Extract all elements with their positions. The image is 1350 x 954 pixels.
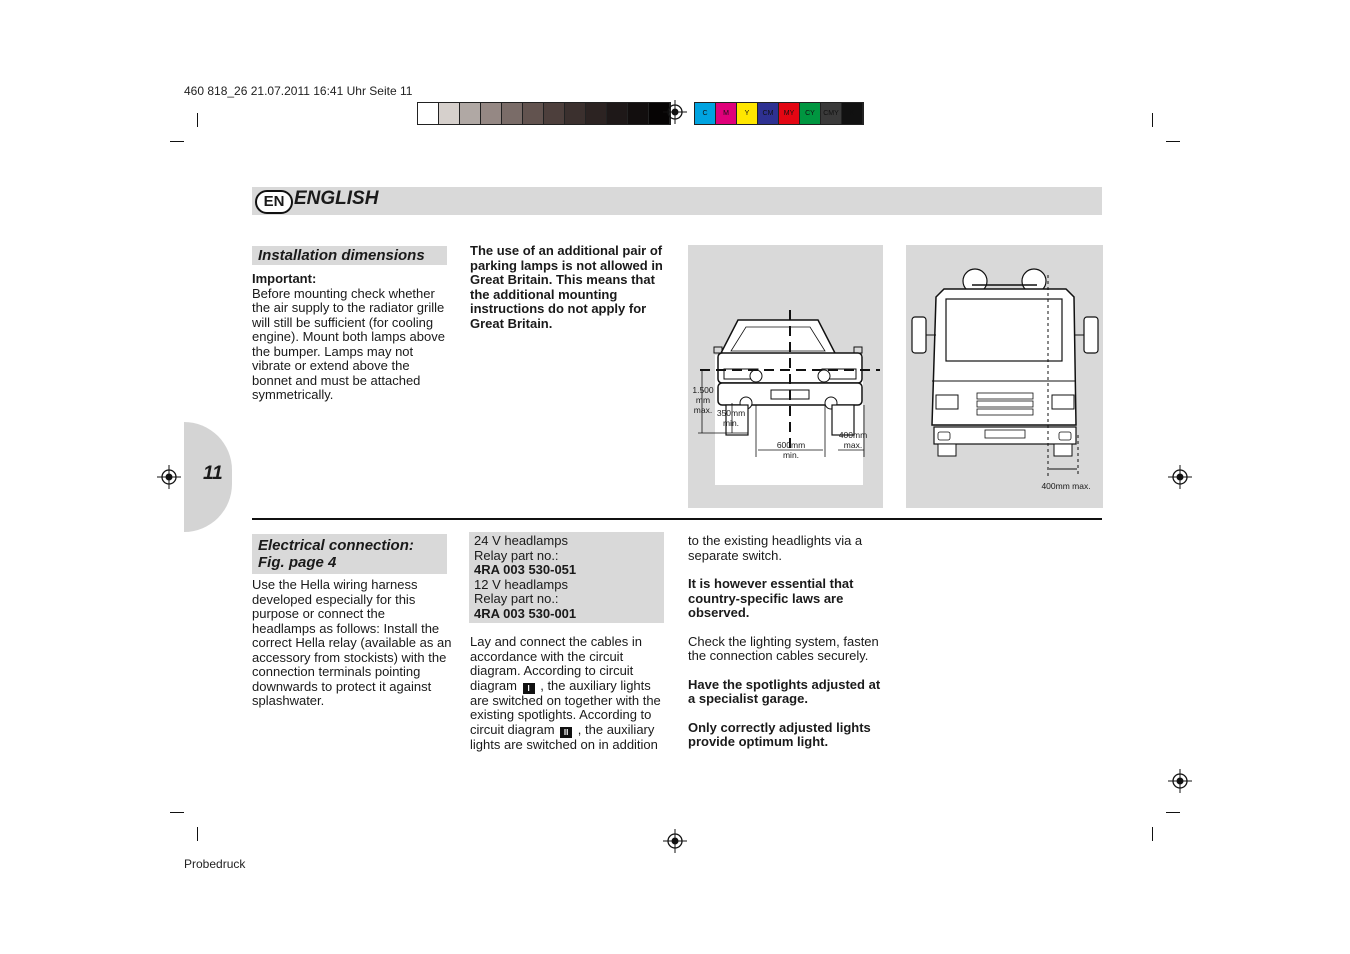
crop-mark [197,113,198,127]
cmyk-patch: CY [800,103,821,124]
gray-swatch [544,103,565,124]
cmyk-patch: MY [779,103,800,124]
crop-mark [1152,113,1153,127]
electrical-heading-line2: Fig. page 4 [258,554,337,571]
car-drawing [688,245,883,508]
laws-notice: It is however essential that country-specific laws are observed. [688,576,854,620]
page-number: 11 [203,463,223,484]
gray-swatch [607,103,628,124]
electrical-body: Use the Hella wiring harness developed especially for this purpose or connect the headlamps as follows: Install the correct Hella relay (available as an accessory from stockists) with the connection terminals pointing downwards to protect it against splashwater. [252,577,452,708]
truck-edge-max-label: 400mm max. [1041,481,1091,491]
registration-mark-icon [1168,465,1192,489]
cmyk-color-bar [694,102,864,125]
registration-mark-icon [157,465,181,489]
switch-text: to the existing headlights via a separate switch. [688,533,863,563]
relay-part-label: Relay part no.: [474,591,559,606]
gray-swatch [481,103,502,124]
check-text: Check the lighting system, fasten the connection cables securely. [688,633,879,663]
relay-24v-part: 4RA 003 530-051 [474,562,577,577]
gray-swatch [460,103,481,124]
electrical-right-column [688,534,888,750]
section-divider [252,518,1102,520]
height-min-label: 350mm min. [716,408,746,428]
cable-text-2: , the auxiliary lights are switched on together with the existing spotlights. According to circuit diagram [470,677,661,737]
relay-info-box [469,532,664,623]
gray-scale-bar [417,102,671,125]
gray-swatch [565,103,586,124]
cmyk-patch: K [842,103,863,124]
relay-12v-part: 4RA 003 530-001 [474,605,577,621]
crop-mark [197,827,198,841]
edge-max-label: 400mm max. [838,430,868,450]
cmyk-patch: M [716,103,737,124]
circuit-diagram-ii-icon: II [560,727,572,738]
gray-swatch [439,103,460,124]
installation-heading: Installation dimensions [252,246,447,265]
height-max-label: 1.500 mm max. [692,385,714,415]
cmyk-patch: C [695,103,716,124]
installation-text [252,272,452,403]
cmyk-patch: Y [737,103,758,124]
gray-swatch [502,103,523,124]
crop-mark [1152,827,1153,841]
proof-print-label: Probedruck [184,857,246,871]
truck-dimension-figure [906,245,1103,508]
language-badge: EN [255,190,293,214]
relay-part-label: Relay part no.: [474,547,559,563]
optimum-light-notice: Only correctly adjusted lights provide optimum light. [688,719,871,749]
important-label: Important: [252,271,317,286]
registration-mark-icon [663,829,687,853]
print-slug: 460 818_26 21.07.2011 16:41 Uhr Seite 11 [184,84,413,98]
cable-text-1: Lay and connect the cables in accordance with the circuit diagram. According to circuit diagram [470,634,643,693]
cmyk-patch: CM [758,103,779,124]
electrical-heading [252,534,447,574]
installation-body: Before mounting check whether the air supply to the radiator grille will still be sufficient (for cooling engine). Mount both lamps above the bumper. Lamps may not vibrate or extend above the bonnet and must be attached symmetrically. [252,285,445,402]
gb-notice: The use of an additional pair of parking lamps is not allowed in Great Britain. This means that the additional mounting instructions do not apply for Great Britain. [470,243,663,331]
crop-mark [1166,141,1180,142]
gray-swatch [628,103,649,124]
language-header-band [252,187,1102,215]
registration-mark-icon [1168,769,1192,793]
circuit-diagram-i-icon: I [523,683,535,694]
cable-text-3: , the auxiliary lights are switched on in addition [470,721,658,752]
truck-drawing [906,245,1103,508]
relay-24v-label: 24 V headlamps [474,533,568,548]
adjust-notice: Have the spotlights adjusted at a specialist garage. [688,676,881,706]
electrical-heading-line1: Electrical connection: [258,537,414,554]
gray-swatch [586,103,607,124]
crop-mark [170,812,184,813]
spacing-min-label: 600mm min. [776,440,806,460]
language-title: ENGLISH [294,188,379,209]
gray-swatch [523,103,544,124]
relay-12v-label: 12 V headlamps [474,576,568,592]
car-dimension-figure [688,245,883,508]
crop-mark [170,141,184,142]
cmyk-patch: CMY [821,103,842,124]
cable-instructions [470,635,668,752]
gray-swatch [418,103,439,124]
crop-mark [1166,812,1180,813]
registration-mark-icon [663,100,687,124]
